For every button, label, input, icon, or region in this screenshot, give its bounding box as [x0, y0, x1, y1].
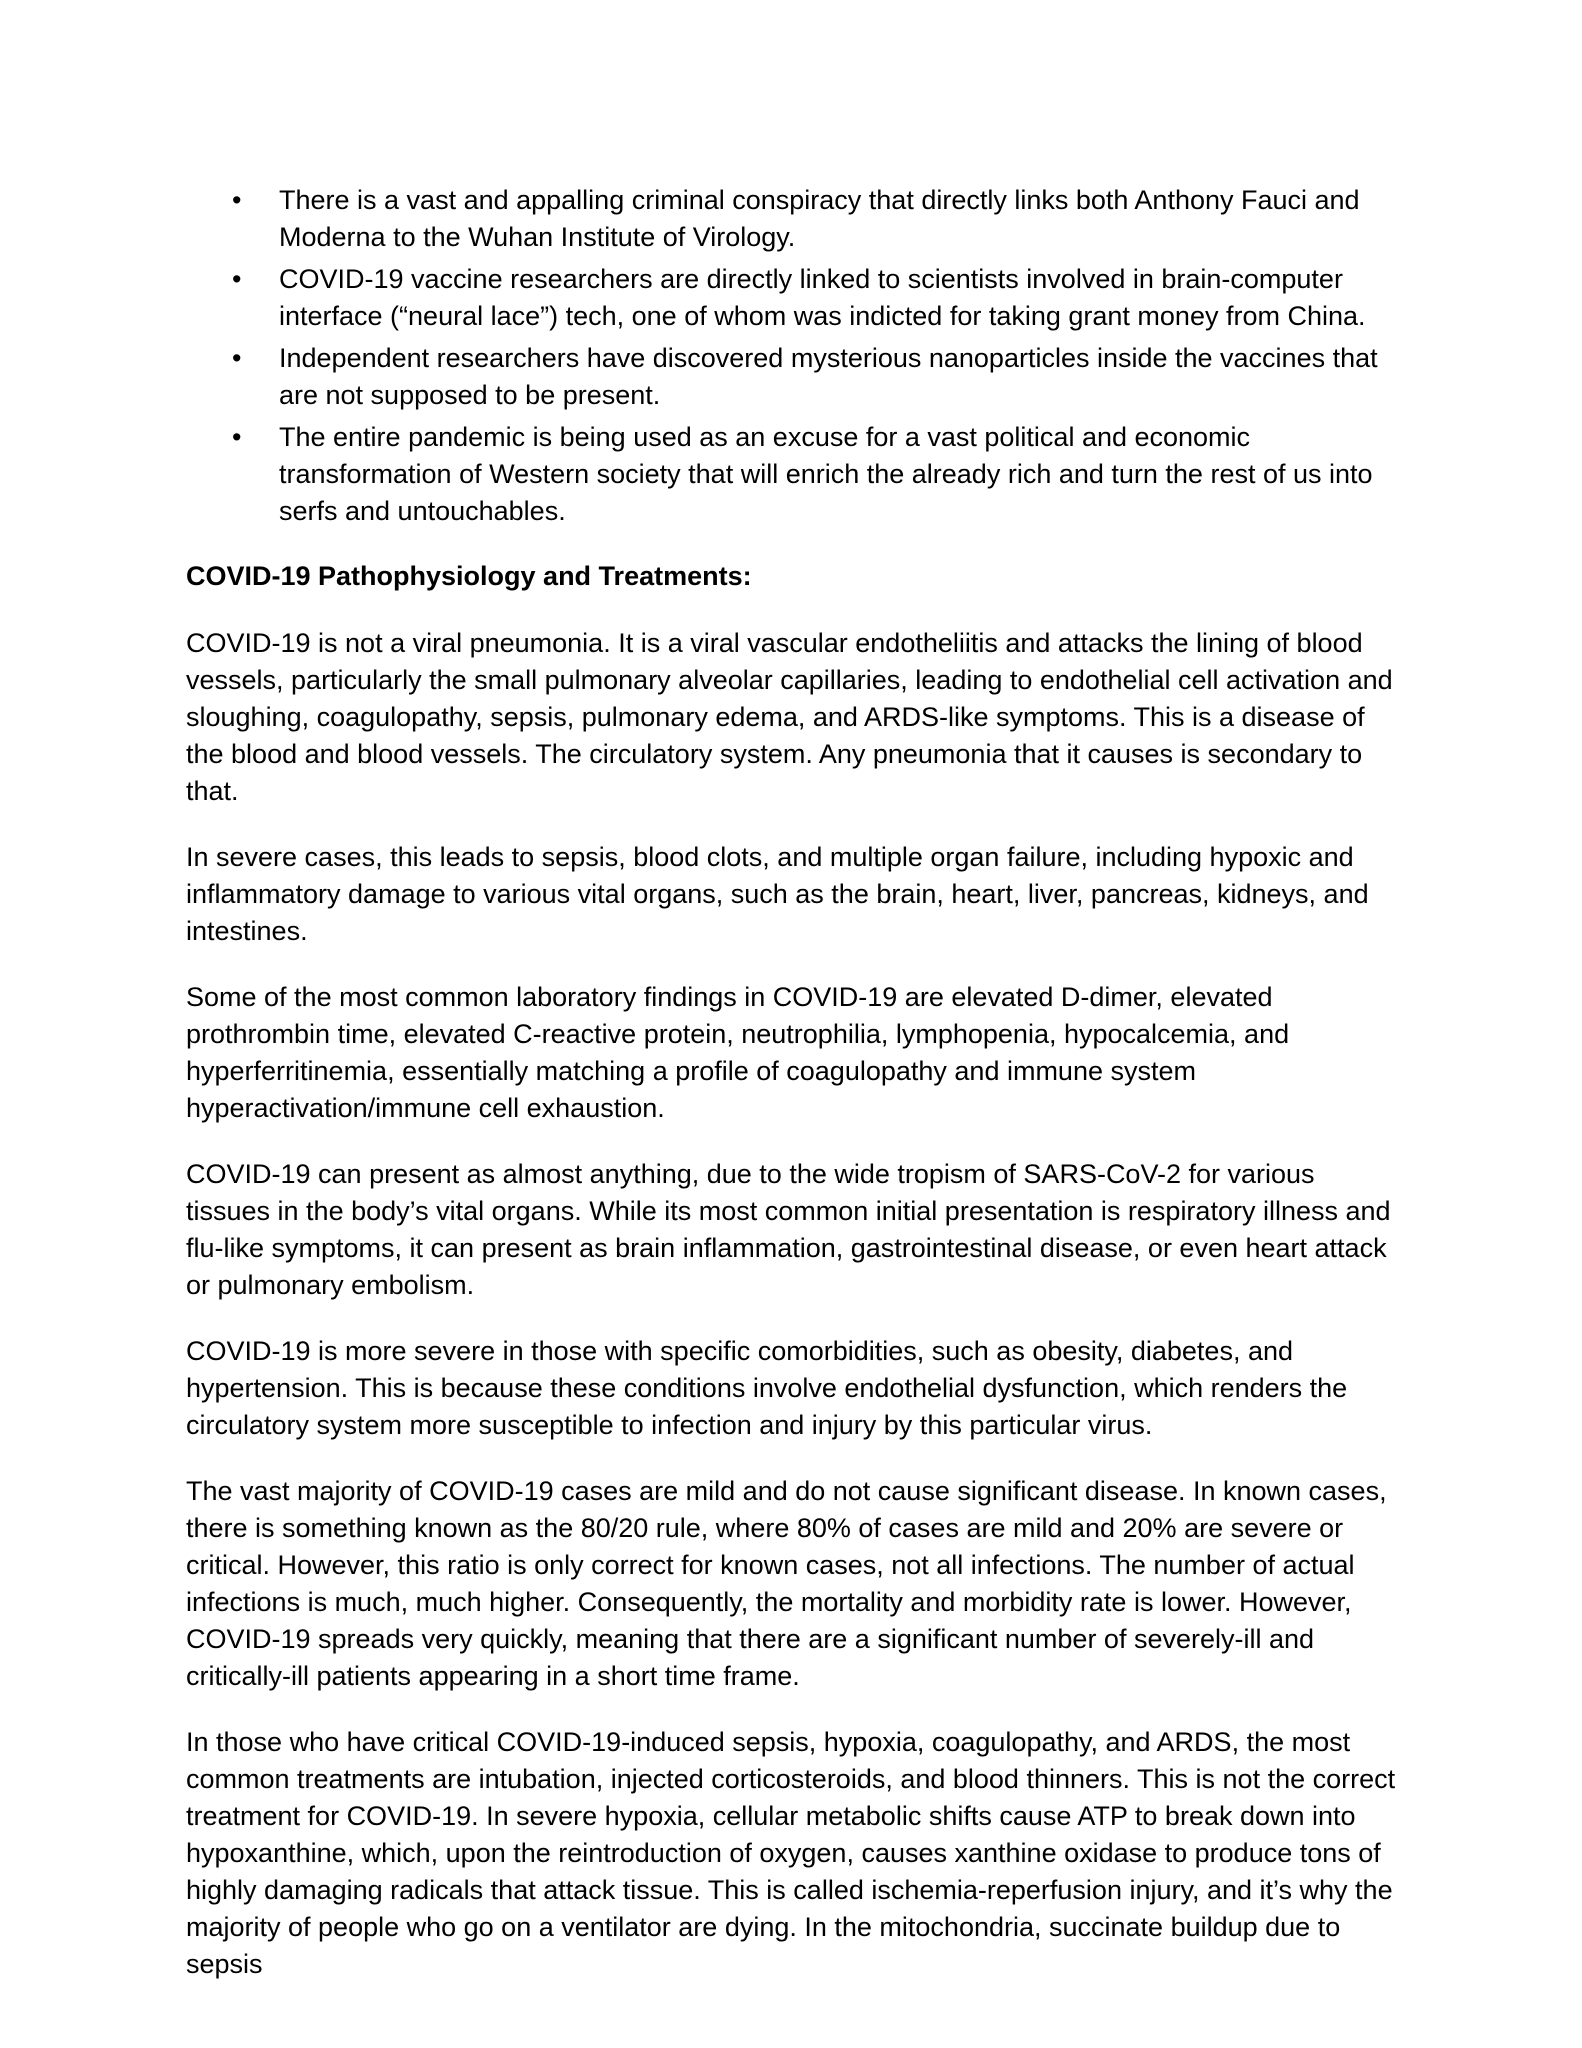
bullet-icon: • [232, 422, 242, 452]
paragraph-severity-ratio: The vast majority of COVID-19 cases are mild and do not cause significant disease. In known cases, there is something known as the 80/20 rule, where 80% of cases are mild and 20% are severe or critical. However, this ratio is only correct for known cases, not all infections. The number of actual infections is much, much higher. Consequently, the mortality and morbidity rate is lower. However, COVID-19 spreads very quickly, meaning that there are a significant number of severely-ill and critically-ill patients appearing in a short time frame. [186, 1476, 1387, 1691]
paragraph-comorbidities: COVID-19 is more severe in those with specific comorbidities, such as obesity, diabetes, and hypertension. This is because these conditions involve endothelial dysfunction, which renders the circulatory system more susceptible to infection and injury by this particular virus. [186, 1336, 1348, 1440]
bullet-text: There is a vast and appalling criminal conspiracy that directly links both Anthony Fauci and Moderna to the Wuhan Institute of Virology. [279, 185, 1360, 252]
bullet-text: Independent researchers have discovered mysterious nanoparticles inside the vaccines that are not supposed to be present. [279, 343, 1378, 410]
list-item [186, 261, 1396, 335]
paragraph-pathophysiology: COVID-19 is not a viral pneumonia. It is a viral vascular endotheliitis and attacks the lining of blood vessels, particularly the small pulmonary alveolar capillaries, leading to endothelial cell activation and sloughing, coagulopathy, sepsis, pulmonary edema, and ARDS-like symptoms. This is a disease of the blood and blood vessels. The circulatory system. Any pneumonia that it causes is secondary to that. [186, 628, 1393, 806]
paragraph-treatments: In those who have critical COVID-19-induced sepsis, hypoxia, coagulopathy, and ARDS, the most common treatments are intubation, injected corticosteroids, and blood thinners. This is not the correct treatment for COVID-19. In severe hypoxia, cellular metabolic shifts cause ATP to break down into hypoxanthine, which, upon the reintroduction of oxygen, causes xanthine oxidase to produce tons of highly damaging radicals that attack tissue. This is called ischemia-reperfusion injury, and it’s why the majority of people who go on a ventilator are dying. In the mitochondria, succinate buildup due to sepsis [186, 1727, 1396, 1979]
bullet-text: The entire pandemic is being used as an excuse for a vast political and economic transformation of Western society that will enrich the already rich and turn the rest of us into serfs and untouchables. [279, 422, 1373, 526]
bullet-icon: • [232, 343, 242, 373]
bullet-list [186, 182, 1396, 530]
bullet-text: COVID-19 vaccine researchers are directly linked to scientists involved in brain-computer interface (“neural lace”) tech, one of whom was indicted for taking grant money from China. [279, 264, 1366, 331]
list-item [186, 182, 1396, 256]
document-body [186, 182, 1396, 1983]
section-heading: COVID-19 Pathophysiology and Treatments: [186, 561, 752, 591]
bullet-icon: • [232, 264, 242, 294]
list-item [186, 419, 1396, 530]
paragraph-presentation: COVID-19 can present as almost anything, due to the wide tropism of SARS-CoV-2 for various tissues in the body’s vital organs. While its most common initial presentation is respiratory illness and flu-like symptoms, it can present as brain inflammation, gastrointestinal disease, or even heart attack or pulmonary embolism. [186, 1159, 1391, 1300]
list-item [186, 340, 1396, 414]
paragraph-lab-findings: Some of the most common laboratory findings in COVID-19 are elevated D-dimer, elevated prothrombin time, elevated C-reactive protein, neutrophilia, lymphopenia, hypocalcemia, and hyperferritinemia, essentially matching a profile of coagulopathy and immune system hyperactivation/immune cell exhaustion. [186, 982, 1290, 1123]
bullet-icon: • [232, 185, 242, 215]
paragraph-severe-cases: In severe cases, this leads to sepsis, blood clots, and multiple organ failure, including hypoxic and inflammatory damage to various vital organs, such as the brain, heart, liver, pancreas, kidneys, and intestines. [186, 842, 1369, 946]
